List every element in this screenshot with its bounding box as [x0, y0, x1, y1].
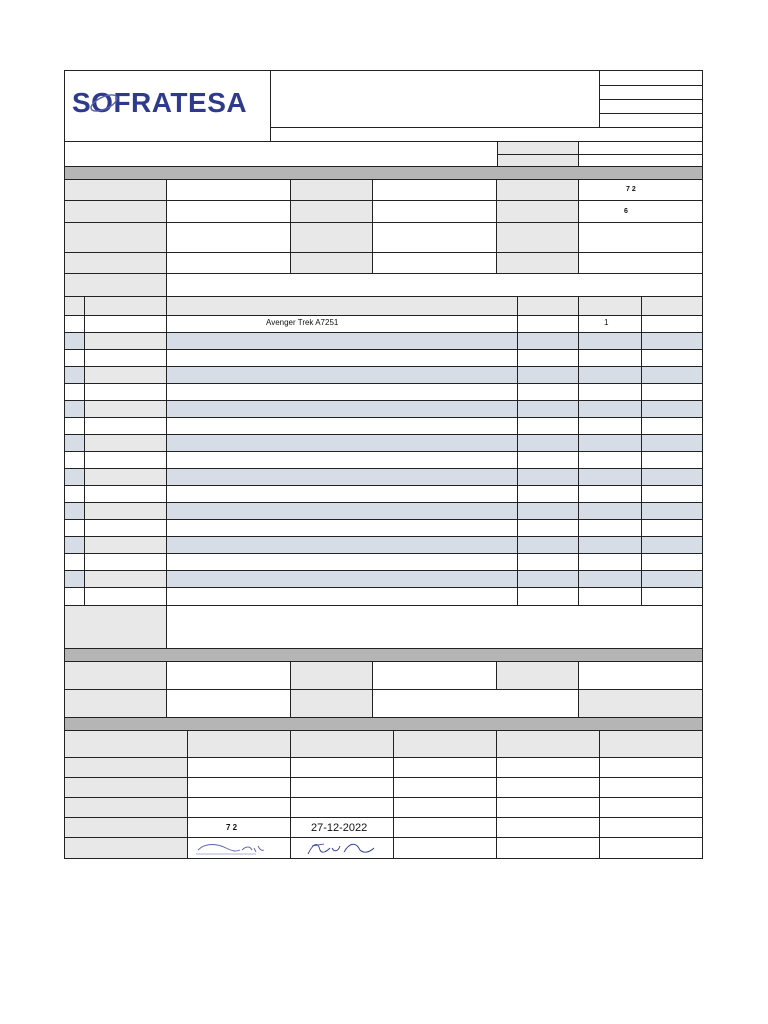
label-cell	[579, 690, 702, 717]
label-cell	[64, 690, 166, 717]
code-col	[85, 537, 166, 554]
label-cell	[64, 180, 166, 200]
signature-2	[304, 838, 380, 858]
code-col	[85, 435, 166, 452]
header-value-1: 7 2	[626, 186, 636, 193]
item-quantity: 1	[604, 318, 609, 327]
approval-date: 27-12-2022	[311, 822, 368, 834]
label-cell	[64, 758, 187, 858]
code-col	[85, 333, 166, 350]
section-bar	[64, 649, 702, 661]
table-header	[64, 297, 702, 315]
header-value-2: 6	[624, 208, 628, 215]
label-cell	[64, 223, 166, 252]
code-col	[85, 401, 166, 418]
label-cell	[497, 180, 578, 273]
signature-1	[196, 838, 268, 858]
approval-code: 7 2	[226, 823, 238, 832]
sofratesa-logo	[72, 86, 262, 120]
logo-text: SOFRATESA	[72, 87, 248, 118]
label-cell	[64, 201, 166, 222]
code-col	[85, 469, 166, 486]
code-col	[85, 503, 166, 520]
label-cell	[64, 274, 166, 296]
label-cell	[64, 606, 166, 648]
label-cell	[64, 662, 166, 689]
label-cell	[64, 731, 702, 757]
section-bar	[64, 167, 702, 179]
label-cell	[497, 662, 578, 689]
code-col	[85, 367, 166, 384]
label-cell	[64, 253, 166, 273]
item-description: Avenger Trek A7251	[266, 318, 339, 327]
code-col	[85, 571, 166, 588]
label-cell	[291, 180, 372, 273]
section-bar	[64, 718, 702, 730]
